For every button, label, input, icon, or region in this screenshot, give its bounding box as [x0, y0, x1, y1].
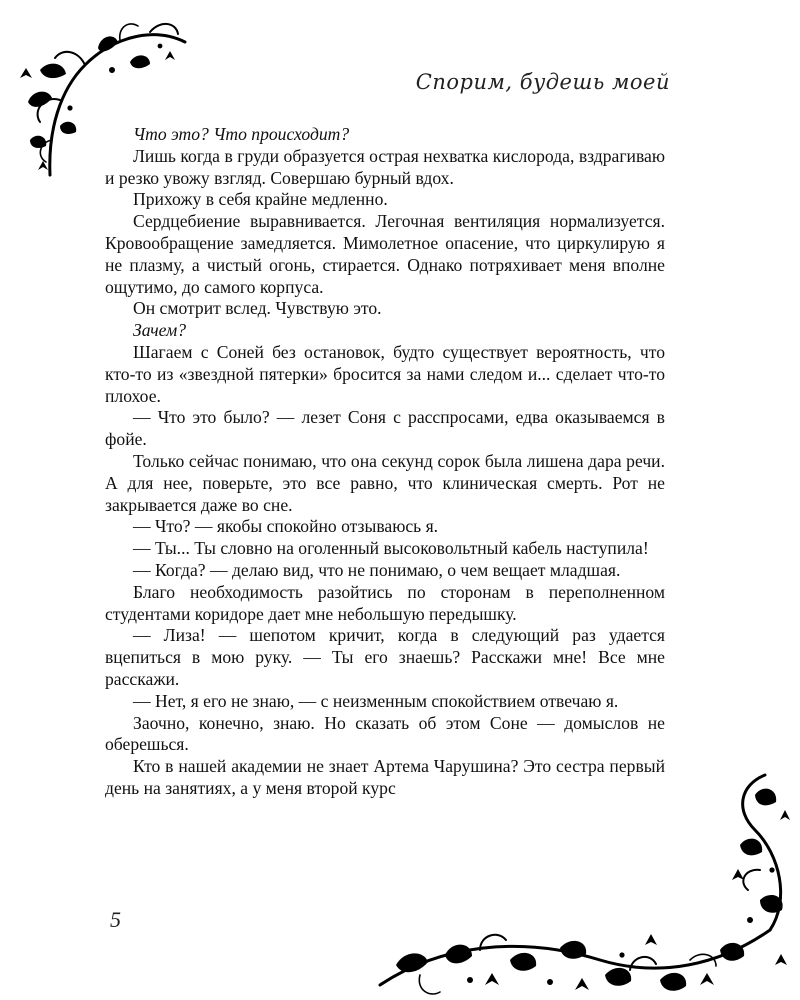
paragraph: Что это? Что происходит? [133, 124, 350, 144]
paragraph: — Что это было? — лезет Соня с расспросами, едва оказываемся в фойе. [105, 407, 665, 450]
paragraph: Кто в нашей академии не знает Артема Чарушина? Это сестра первый день на занятиях, а у меня второй курс [105, 756, 665, 798]
paragraph: Лишь когда в груди образуется острая нехватка кислорода, вздрагиваю и резко увожу взгляд. Совершаю бурный вдох. [105, 145, 665, 188]
paragraph: Заочно, конечно, знаю. Но сказать об этом Соне — домыслов не оберешься. [105, 712, 665, 755]
paragraph: — Нет, я его не знаю, — с неизменным спокойствием отвечаю я. [133, 690, 619, 711]
paragraph: Только сейчас понимаю, что она секунд сорок была лишена дара речи. А для нее, поверьте, это все равно, что клиническая смерть. Рот не закрывается даже во сне. [105, 450, 665, 515]
paragraph: Он смотрит вслед. Чувствую это. [133, 298, 382, 319]
page-number: 5 [110, 907, 121, 932]
paragraph: — Когда? — делаю вид, что не понимаю, о чем вещает младшая. [133, 559, 621, 580]
running-header: Спорим, будешь моей [415, 70, 670, 94]
paragraph: Благо необходимость разойтись по сторонам в переполненном студентами коридоре дает мне небольшую передышку. [105, 581, 665, 624]
paragraph: Зачем? [133, 320, 187, 341]
body-text [105, 124, 665, 800]
paragraph: Сердцебиение выравнивается. Легочная вентиляция нормализуется. Кровообращение замедляется. Мимолетное опасение, что циркулирую я не плазму, а чистый огонь, стирается. Однако потряхивает меня вполне ощутимо, до самого корпуса. [105, 211, 665, 297]
floral-ornament-bottom-right-icon [360, 760, 800, 1000]
paragraph: — Что? — якобы спокойно отзываюсь я. [133, 516, 439, 537]
paragraph: — Ты... Ты словно на оголенный высоковольтный кабель наступила! [133, 538, 649, 559]
paragraph: Прихожу в себя крайне медленно. [133, 189, 388, 210]
paragraph: Шагаем с Соней без остановок, будто существует вероятность, что кто-то из «звездной пятерки» бросится за нами следом и... сделает что-то плохое. [105, 341, 665, 406]
paragraph: — Лиза! — шепотом кричит, когда в следующий раз удается вцепиться в мою руку. — Ты его знаешь? Расскажи мне! Все мне расскажи. [105, 625, 665, 689]
